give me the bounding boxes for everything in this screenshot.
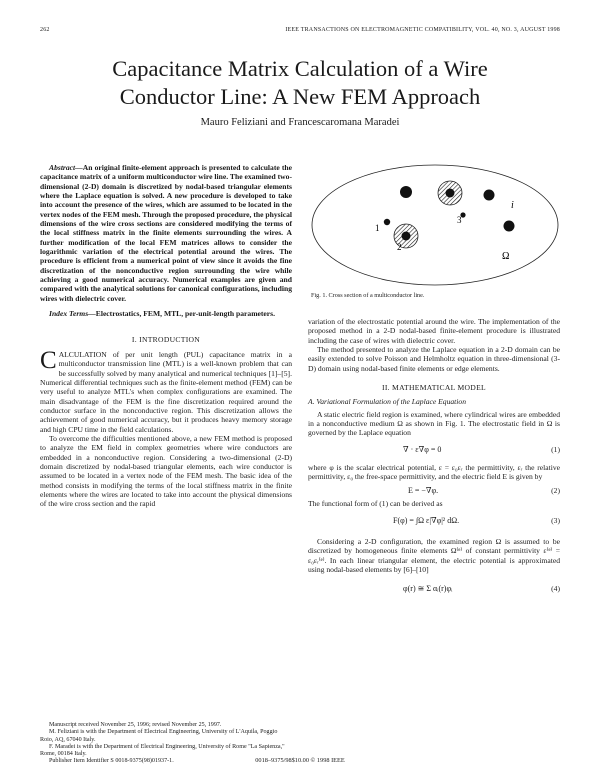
label-wire-3: 3 xyxy=(457,215,462,225)
section-2-paragraph-4: Considering a 2-D configuration, the examined region Ω is assumed to be discretized by homogeneous finite elements Ω⁽ᵉ⁾ of constant permittivity ε⁽ᵉ⁾ = ε₀εᵣ⁽ᵉ⁾. In each linear triangular element, the electric potential is approximated using nodal-based elements by [6]–[10] xyxy=(308,536,560,574)
label-wire-1: 1 xyxy=(375,223,380,233)
abstract-label: Abstract— xyxy=(49,163,83,172)
label-wire-i: i xyxy=(511,200,514,211)
equation-4-number: (4) xyxy=(551,584,560,594)
equation-3-number: (3) xyxy=(551,515,560,525)
right-paragraph-1: variation of the electrostatic potential around the wire. The implementation of the proposed method in a 2-D nodal-based finite-element procedure is illustrated including the case of wires with dielectric cover. xyxy=(308,317,560,345)
equation-1-row xyxy=(308,441,560,459)
footnote-author-1: M. Feliziani is with the Department of Electrical Engineering, University of L'Aquila, Poggio Roio, AQ, 67040 Italy. xyxy=(40,729,278,743)
equation-2: E = −∇φ. xyxy=(408,486,439,496)
abstract xyxy=(40,163,292,303)
equation-3: F(φ) = ∫Ω ε|∇φ|² dΩ. xyxy=(393,515,460,525)
section-2-paragraph-2: where φ is the scalar electrical potential, ε = ε₀εᵣ the permittivity, εᵣ the relative permittivity, ε₀ the free-space permittivity, and the electric field E is given by xyxy=(308,462,560,482)
index-terms-text: Electrostatics, FEM, MTL, per-unit-length parameters. xyxy=(95,309,276,319)
index-terms-label: Index Terms— xyxy=(49,309,96,319)
drop-cap: C xyxy=(40,346,57,374)
equation-4-row xyxy=(308,578,560,600)
label-omega: Ω xyxy=(502,251,510,262)
authors: Mauro Feliziani and Francescaromana Maradei xyxy=(200,117,400,128)
footnote-received: Manuscript received November 25, 1996; revised November 25, 1997. xyxy=(49,722,222,728)
right-paragraph-2: The method presented to analyze the Laplace equation in a 2-D domain can be easily extended to solve Poisson and Helmholtz equation in three-dimensional (3-D) domain using nodal-based finite elements or edge elements. xyxy=(308,345,560,373)
equation-1-number: (1) xyxy=(551,444,560,454)
paper-title xyxy=(0,55,600,111)
multiconductor-cross-section-diagram xyxy=(308,160,562,290)
figure-1 xyxy=(308,160,562,290)
intro-paragraph-2: To overcome the difficulties mentioned above, a new FEM method is proposed to analyze the EM field in complex geometries where wire conductors are embedded in a nonconductive region. Considering a two-dimensional (2-D) domain discretized by nodal-based triangular elements, each wire conductor is assumed to be located in a vertex node of the FEM mesh. The basic idea of the method consists in modifying the terms of the local stiffness matrix in the finite elements where the wires are located to take into account the physical dimensions of the wire cross section and the rapid xyxy=(40,433,292,509)
equation-1: ∇ · ε∇φ = 0 xyxy=(403,444,442,454)
page-number: 262 xyxy=(40,27,50,33)
wire-conductor xyxy=(400,186,412,198)
journal-header: IEEE TRANSACTIONS ON ELECTROMAGNETIC COMPATIBILITY, VOL. 40, NO. 3, AUGUST 1998 xyxy=(285,27,560,33)
intro-paragraph-1 xyxy=(40,346,292,434)
wire-conductor xyxy=(484,190,495,201)
footnote-author-2: F. Maradei is with the Department of Electrical Engineering, University of Rome "La Sapienza," Rome, 00184 Italy. xyxy=(40,743,285,758)
label-wire-2: 2 xyxy=(397,242,402,252)
section-2-heading: II. MATHEMATICAL MODEL xyxy=(382,383,486,393)
footnote-pii: Publisher Item Identifier S 0018-9375(98)01937-1. xyxy=(49,758,174,765)
domain-boundary xyxy=(312,165,558,285)
intro-paragraph-1-text: ALCULATION of per unit length (PUL) capacitance matrix in a multiconductor transmission line (MTL) is a well-known problem that can be successfully solved by many analytical and numerical techniques [1]–[5]. Numerical differential techniques such as the finite-element method (FEM) can be very useful to analyze MTL's when complex configurations are examined. The main disadvantage of the FEM is the fine discretization required around the conductor surface in the nonconductive region. This discretization allows the achievement of good numerical accuracy, but it produces heavy memory storage and high CPU time in the field calculations. xyxy=(40,349,292,434)
copyright-footer: 0018–9375/98$10.00 © 1998 IEEE xyxy=(255,757,345,764)
equation-2-row xyxy=(308,483,560,499)
subsection-a-heading: A. Variational Formulation of the Laplace Equation xyxy=(308,397,466,407)
equation-3-row xyxy=(308,511,560,531)
index-terms xyxy=(40,309,292,318)
title-line-1: Capacitance Matrix Calculation of a Wire xyxy=(112,56,488,81)
right-column xyxy=(308,317,560,600)
left-column xyxy=(40,163,292,509)
section-2-paragraph-3: The functional form of (1) can be derived as xyxy=(308,499,443,509)
wire-2-core xyxy=(402,232,411,241)
equation-4: φ(r) ≅ Σ αᵢ(r)φᵢ xyxy=(403,584,453,594)
figure-caption: Fig. 1. Cross section of a multiconductor line. xyxy=(311,292,425,299)
wire-core xyxy=(446,189,455,198)
wire-1 xyxy=(384,219,390,225)
wire-i xyxy=(504,221,515,232)
equation-2-number: (2) xyxy=(551,486,560,496)
section-2-paragraph-1: A static electric field region is examined, where cylindrical wires are embedded in a nonconductive medium Ω as shown in Fig. 1. The electrostatic field in Ω is governed by the Laplace equation xyxy=(308,409,560,438)
section-1-heading: I. INTRODUCTION xyxy=(131,334,201,344)
abstract-text: An original finite-element approach is presented to calculate the capacitance matrix of a uniform multiconductor wire line. The examined two-dimensional (2-D) domain is discretized by nodal-based triangular elements where the Laplace equation is solved. A new procedure is developed to take into account the presence of the wires, which are assumed to be located in the vertex nodes of the FEM mesh. Through the proposed procedure, the physical dimensions of the wire cross sections are considered modifying the terms of the local stiffness matrix in the finite elements surrounding the wires. A further modification of the local FEM matrices allows to consider the logarithmic variation of the electrical potential around the wires. The procedure is efficient from a numerical point of view since it avoids the fine discretization of the nonconductive region surrounding the wire while achieving a good numerical accuracy. Numerical examples are given and compared with the analytical solutions for canonical configurations, including wires with dielectric cover. xyxy=(40,163,292,303)
title-line-2: Conductor Line: A New FEM Approach xyxy=(119,84,481,109)
